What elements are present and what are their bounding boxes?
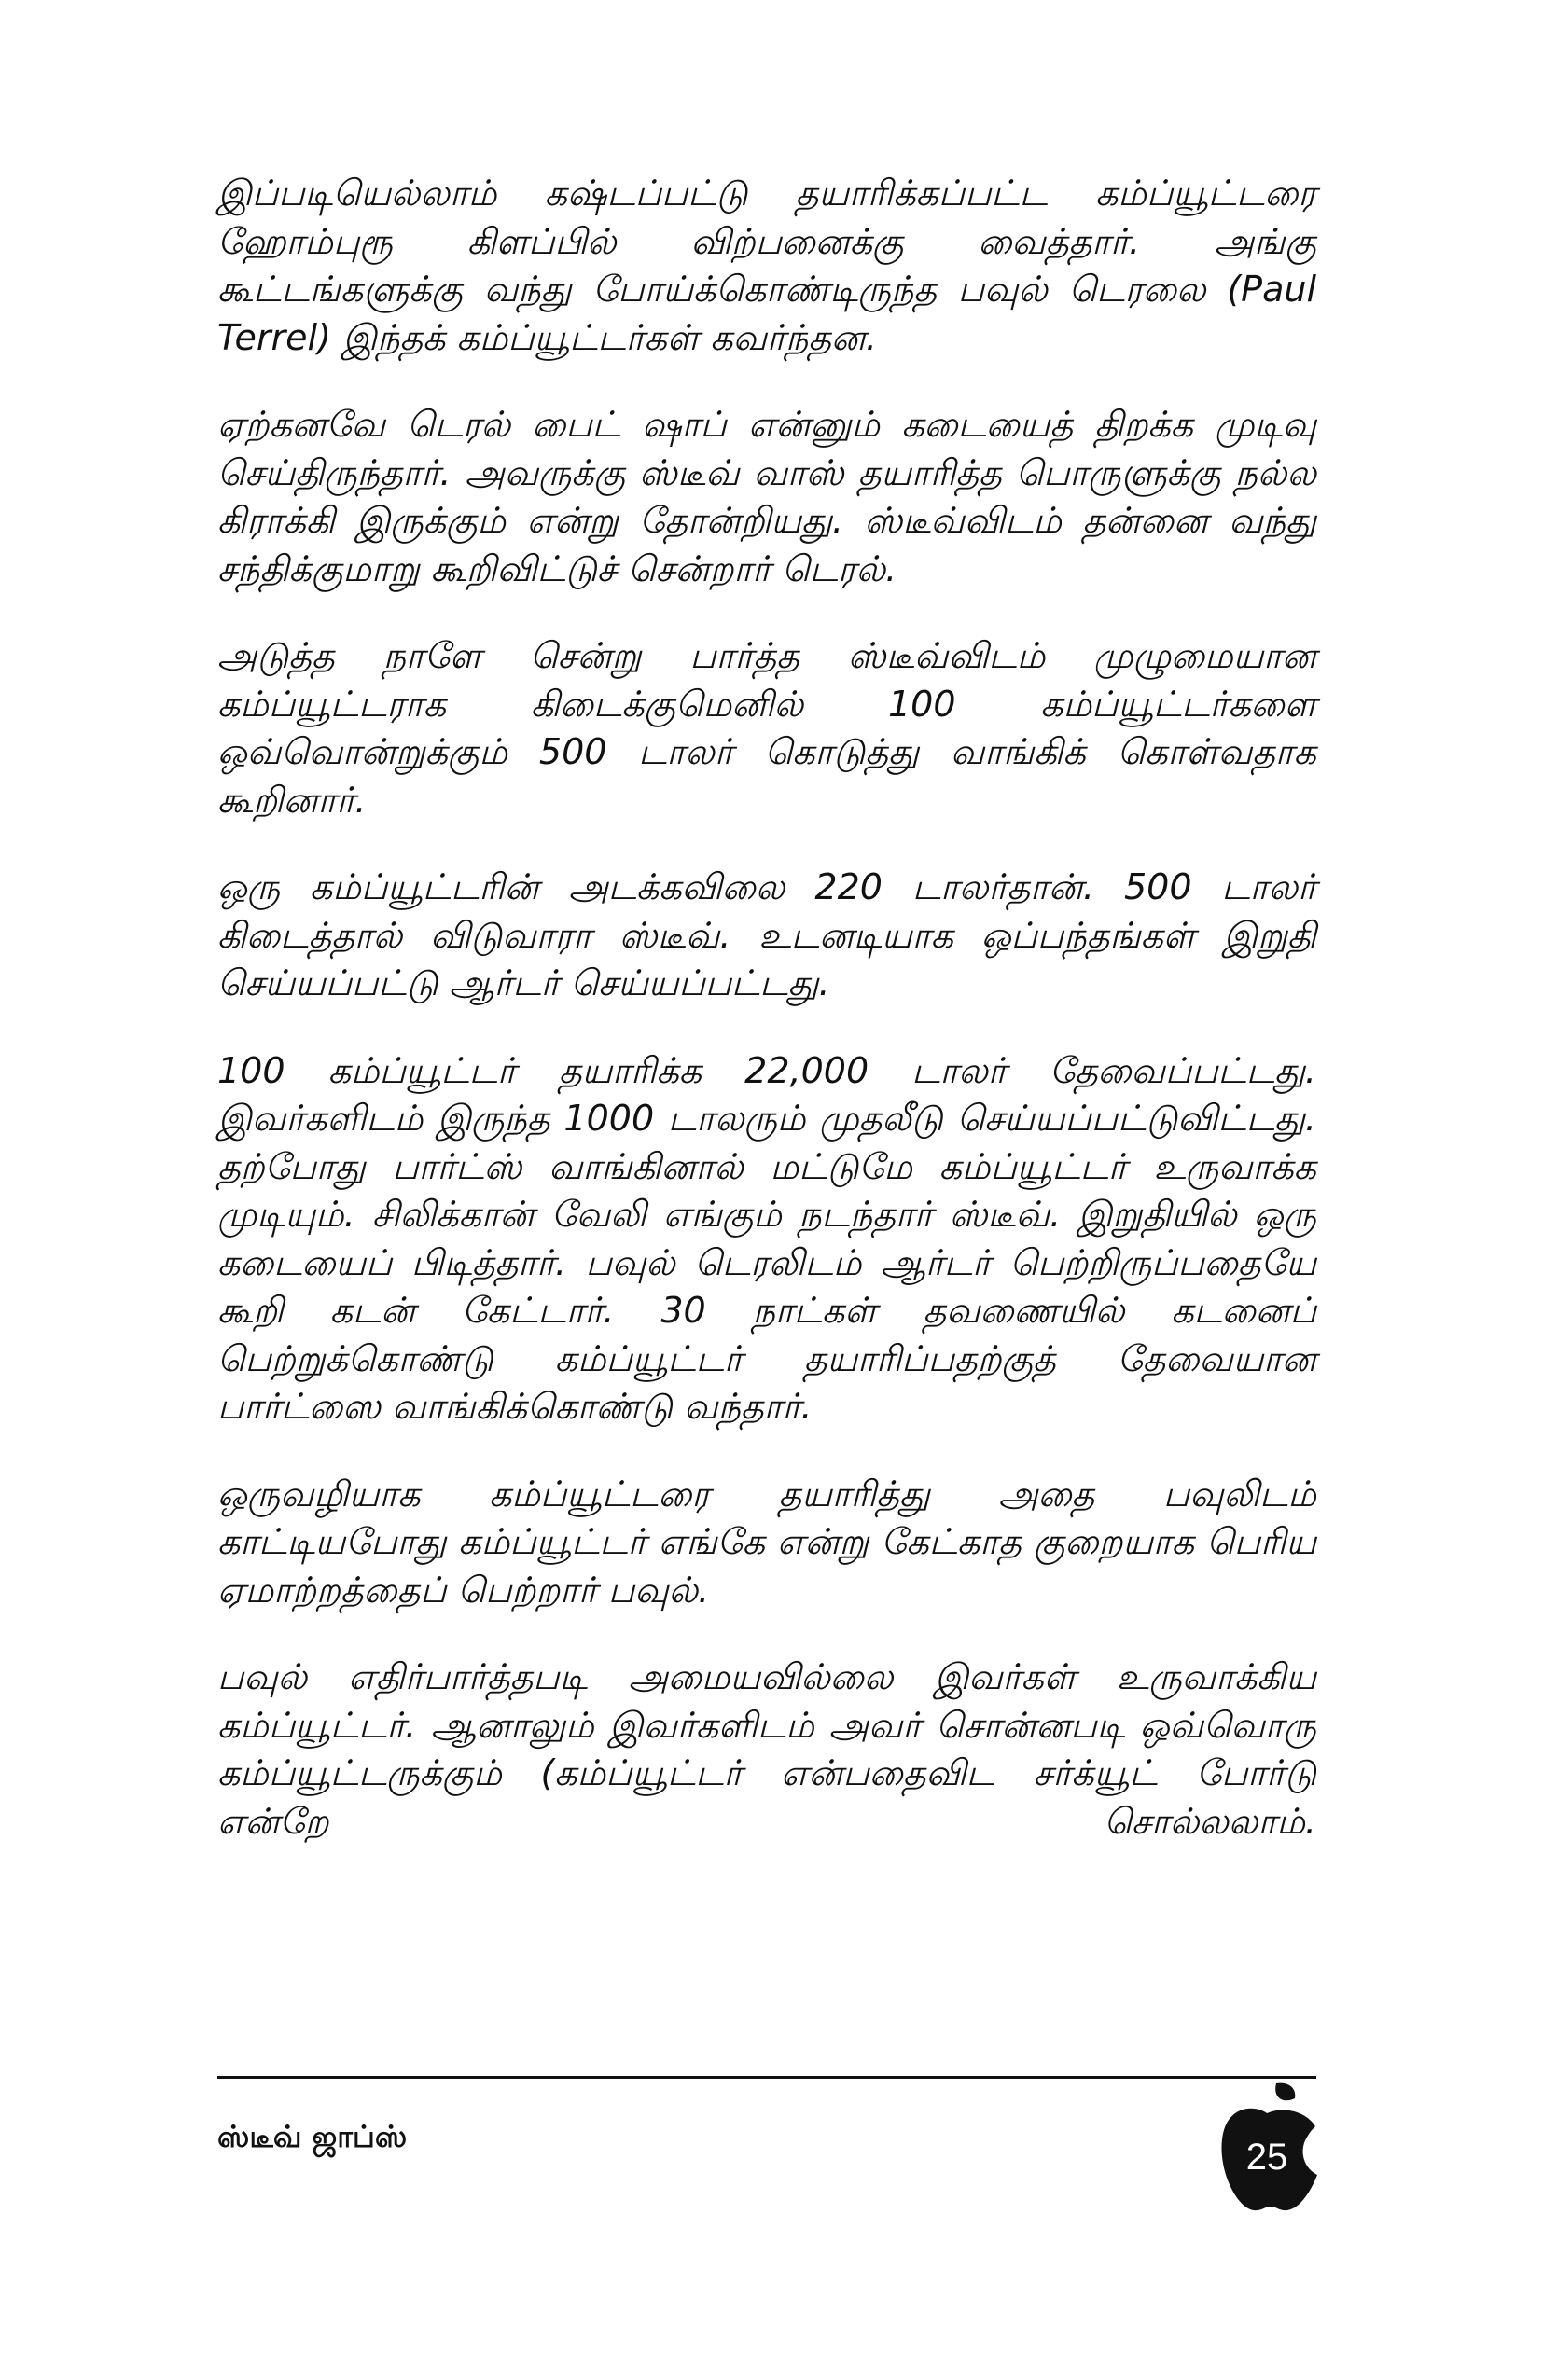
- paragraph-6: ஒருவழியாக கம்ப்யூட்டரை தயாரித்து அதை பவுலிடம் காட்டியபோது கம்ப்யூட்டர் எங்கே என்று கேட்காத குறையாக பெரிய ஏமாற்றத்தைப் பெற்றார் பவுல்.: [217, 1473, 1316, 1611]
- paragraph-2: ஏற்கனவே டெரல் பைட் ஷாப் என்னும் கடையைத் திறக்க முடிவு செய்திருந்தார். அவருக்கு ஸ்டீவ் வாஸ் தயாரித்த பொருளுக்கு நல்ல கிராக்கி இருக்கும் என்று தோன்றியது. ஸ்டீவ்விடம் தன்னை வந்து சந்திக்குமாறு கூறிவிட்டுச் சென்றார் டெரல்.: [217, 404, 1316, 589]
- paragraph-3: அடுத்த நாளே சென்று பார்த்த ஸ்டீவ்விடம் முழுமையான கம்ப்யூட்டராக கிடைக்குமெனில் 100 கம்ப்யூட்டர்களை ஒவ்வொன்றுக்கும் 500 டாலர் கொடுத்து வாங்கிக் கொள்வதாக கூறினார்.: [217, 635, 1316, 821]
- paragraph-5: 100 கம்ப்யூட்டர் தயாரிக்க 22,000 டாலர் தேவைப்பட்டது. இவர்களிடம் இருந்த 1000 டாலரும் முதலீடு செய்யப்பட்டுவிட்டது. தற்போது பார்ட்ஸ் வாங்கினால் மட்டுமே கம்ப்யூட்டர் உருவாக்க முடியும். சிலிக்கான் வேலி எங்கும் நடந்தார் ஸ்டீவ். இறுதியில் ஒரு கடையைப் பிடித்தார். பவுல் டெரலிடம் ஆர்டர் பெற்றிருப்பதையே கூறி கடன் கேட்டார். 30 நாட்கள் தவணையில் கடனைப் பெற்றுக்கொண்டு கம்ப்யூட்டர் தயாரிப்பதற்குத் தேவையான பார்ட்ஸை வாங்கிக்கொண்டு வந்தார்.: [217, 1049, 1316, 1427]
- footer-divider: [217, 2076, 1316, 2079]
- paragraph-4: ஒரு கம்ப்யூட்டரின் அடக்கவிலை 220 டாலர்தான். 500 டாலர் கிடைத்தால் விடுவாரா ஸ்டீவ். உடனடியாக ஒப்பந்தங்கள் இறுதி செய்யப்பட்டு ஆர்டர் செய்யப்பட்டது.: [217, 866, 1316, 1003]
- page-body: [217, 170, 1316, 1885]
- paragraph-7: பவுல் எதிர்பார்த்தபடி அமையவில்லை இவர்கள் உருவாக்கிய கம்ப்யூட்டர். ஆனாலும் இவர்களிடம் அவர் சொன்னபடி ஒவ்வொரு கம்ப்யூட்டருக்கும் (கம்ப்யூட்டர் என்பதைவிட சர்க்யூட் போர்டு என்றே சொல்லலாம்.: [217, 1656, 1316, 1842]
- paragraph-1: இப்படியெல்லாம் கஷ்டப்பட்டு தயாரிக்கப்பட்ட கம்ப்யூட்டரை ஹோம்புரூ கிளப்பில் விற்பனைக்கு வைத்தார். அங்கு கூட்டங்களுக்கு வந்து போய்க்கொண்டிருந்த பவுல் டெரலை (Paul Terrel) இந்தக் கம்ப்யூட்டர்கள் கவர்ந்தன.: [217, 173, 1316, 358]
- page-number-badge: [1213, 2078, 1325, 2218]
- page-number: 25: [1245, 2137, 1288, 2178]
- footer-book-title: ஸ்டீவ் ஜாப்ஸ்: [217, 2119, 408, 2154]
